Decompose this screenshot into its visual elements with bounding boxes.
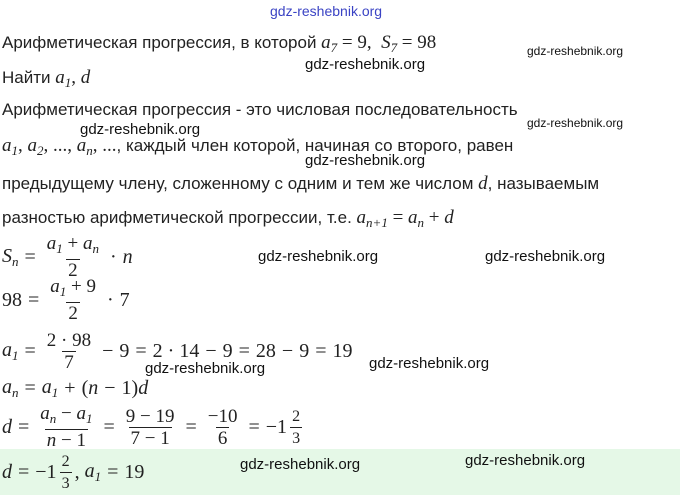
watermark: gdz-reshebnik.org [145,360,266,377]
formula-nth-term: $a_n$ = $a_1$ + ( n − 1) d [2,376,149,400]
a7-value: 9 [357,32,367,53]
definition-line-4: разностью арифметической прогрессии, т.е. $a_{n+1} = a_n + d$ [2,207,454,230]
find-text: Найти [2,68,51,87]
answer-line: d = −1 $\frac{2}{3}$ , $a_1$ = 19 [2,453,145,492]
watermark: gdz-reshebnik.org [527,44,624,58]
watermark: gdz-reshebnik.org [465,452,586,469]
problem-condition: Арифметическая прогрессия, в которой $a_7 = 9$, $S_7 = 98$ [2,32,437,55]
definition-text-3a: предыдущему члену, сложенному с одним и тем же числом [2,174,474,193]
definition-line-2: $a_1$, $a_2$, ..., $a_n$, ..., каждый член которой, начиная со второго, равен [2,135,514,158]
watermark: gdz-reshebnik.org [240,456,361,473]
watermark: gdz-reshebnik.org [270,3,383,19]
watermark: gdz-reshebnik.org [527,116,624,130]
condition-text: Арифметическая прогрессия, в которой [2,33,317,52]
formula-sum: $S_n$ = $\frac{a_1 + a_n}{2}$ · n [2,233,133,281]
watermark: gdz-reshebnik.org [305,56,426,73]
definition-line-3: предыдущему члену, сложенному с одним и тем же числом d, называемым [2,173,600,194]
s7-value: 98 [417,32,437,53]
watermark: gdz-reshebnik.org [305,152,426,169]
equation-substituted: 98 = $\frac{a_1 + 9}{2}$ · 7 [2,276,130,324]
watermark: gdz-reshebnik.org [80,121,201,138]
definition-text-3b: , называемым [487,174,600,193]
equation-d: d = $\frac{a_n - a_1}{n - 1}$ = $\frac{9 - 19}{7 - 1}$ = $\frac{-10}{6}$ = −1 $\frac{2}{3}$ [2,403,301,451]
equation-a1: $a_1$ = $\frac{2 \cdot 98}{7}$ − 9 = 2 · 14 − 9 = 28 − 9 = 19 [2,330,353,373]
definition-text-2: , каждый член которой, начиная со второго, равен [116,136,514,155]
watermark: gdz-reshebnik.org [258,248,379,265]
watermark: gdz-reshebnik.org [485,248,606,265]
watermark: gdz-reshebnik.org [369,355,490,372]
problem-find: Найти $a_1$, d [2,67,91,90]
definition-text-4: разностью арифметической прогрессии, т.е. [2,208,352,227]
definition-line-1: Арифметическая прогрессия - это числовая последовательность [2,100,518,119]
